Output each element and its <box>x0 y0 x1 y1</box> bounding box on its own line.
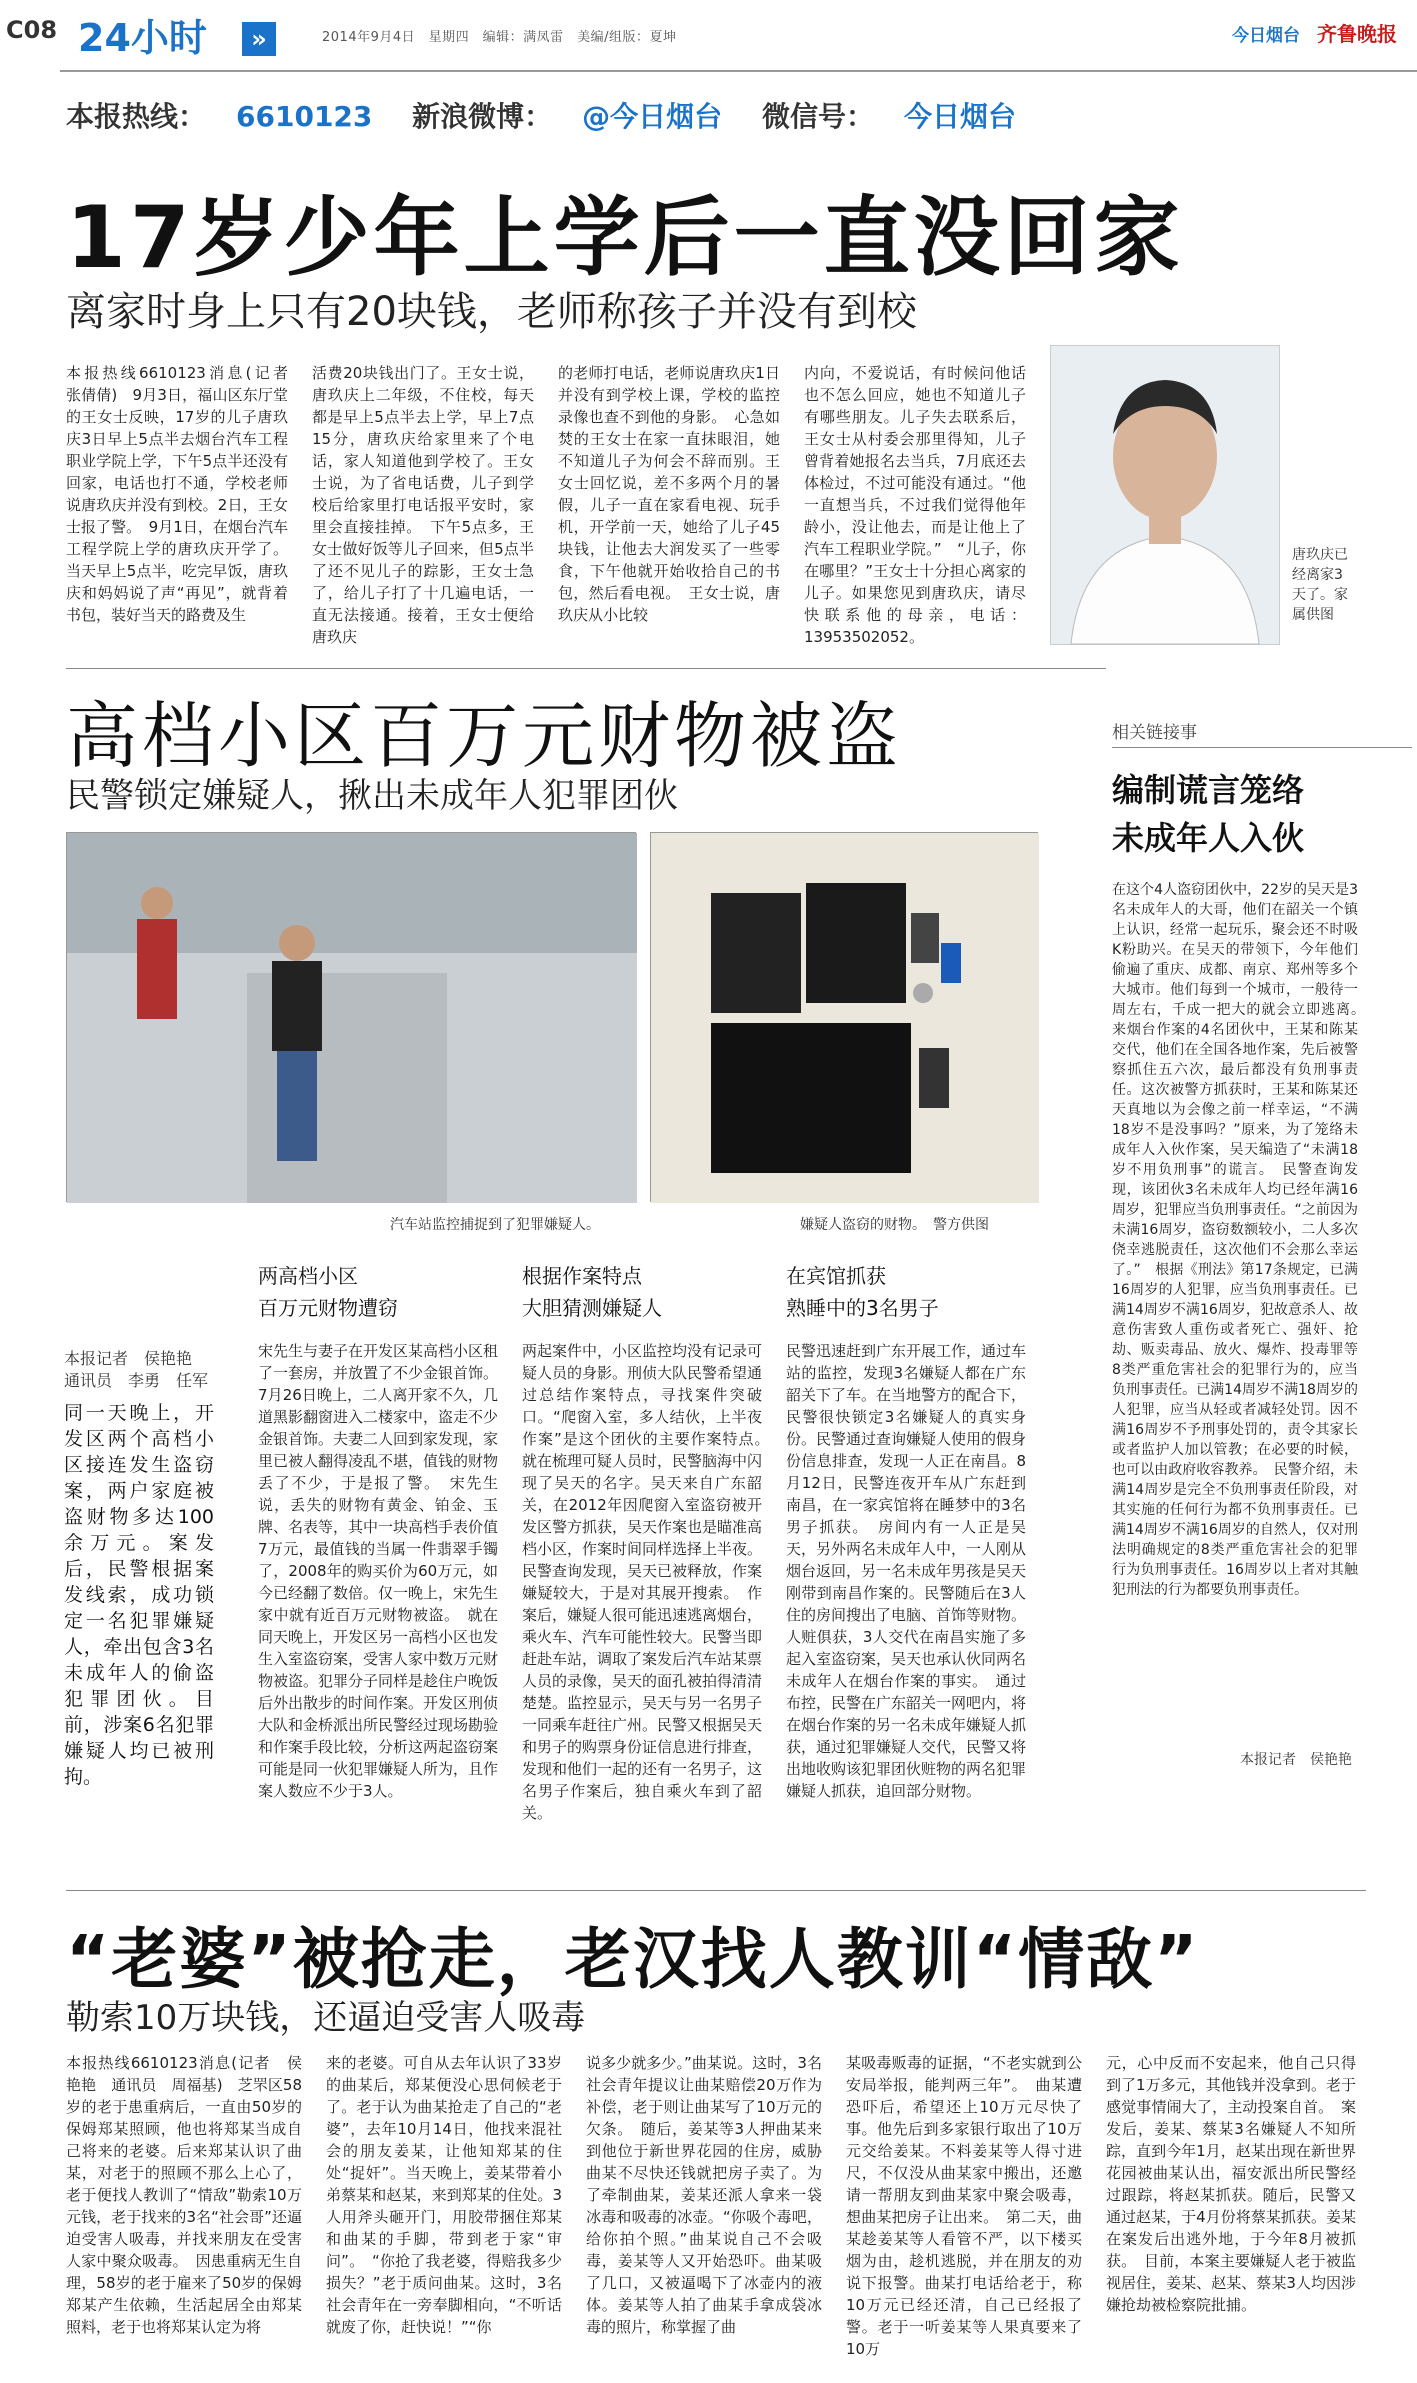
hotline-label: 本报热线： <box>66 100 207 133</box>
story3-col5: 元，心中反而不安起来，他自己只得到了1万多元，其他钱并没拿到。老于感觉事情闹大了，主动投案自首。 案发后，姜某、蔡某3名嫌疑人不知所踪，直到今年1月，赵某出现在新世界花园被曲某认出，福安派出所民警经过跟踪，将赵某抓获。随后，民警又通过赵某，于4月份将蔡某抓获。姜某在案发后出逃外地，于今年8月被抓获。 目前，本案主要嫌疑人老于被监视居住，姜某、赵某、蔡某3人均因涉嫌抢劫被检察院批捕。 <box>1106 2054 1356 2314</box>
section3-head-line1: 在宾馆抓获 <box>786 1264 886 1288</box>
story2-byline: 本报记者 侯艳艳 通讯员 李勇 任军 <box>64 1349 209 1390</box>
goods-caption: 嫌疑人盗窃的财物。 警方供图 <box>800 1217 989 1233</box>
section3-text: 民警迅速赶到广东开展工作，通过车站的监控，发现3名嫌疑人都在广东韶关下了车。在当地警方的配合下，民警很快锁定3名嫌疑人的真实身份。民警通过查询嫌疑人使用的假身份信息排查，发现一人正在南昌。8月12日，民警连夜开车从广东赶到南昌，在一家宾馆将在睡梦中的3名男子抓获。 房间内有一人正是吴天，另外两名未成年人中，一人刚从烟台返回，另一名未成年男孩是吴天刚带到南昌作案的。民警随后在3人住的房间搜出了电脑、首饰等财物。人赃俱获，3人交代在南昌实施了多起入室盗窃案，吴天也承认伙同两名未成年人在烟台作案的事实。 通过布控，民警在广东韶关一网吧内，将在烟台作案的另一名未成年嫌疑人抓获，通过犯罪嫌疑人交代，民警又将出地收购该犯罪团伙赃物的两名犯罪嫌疑人抓获，追回部分财物。 <box>786 1342 1027 1800</box>
story2-title: 高档小区百万元财物被盗 <box>66 694 903 778</box>
story2-subtitle: 民警锁定嫌疑人，揪出未成年人犯罪团伙 <box>66 776 678 816</box>
story1-col3: 的老师打电话，老师说唐玖庆1日并没有到学校上课，学校的监控录像也查不到他的身影。 心急如焚的王女士在家一直抹眼泪，她不知道儿子为何会不辞而别。王女士回忆说，差不多两个月的暑假，儿子一直在家看电视、玩手机，开学前一天，她给了儿子45块钱，让他去大润发买了一些零食，下午他就开始收拾自己的书包，然后看电视。 王女士说，唐玖庆从小比较 <box>558 364 780 624</box>
weibo-value: @今日烟台 <box>582 100 723 133</box>
contact-line <box>66 95 1046 135</box>
sidebar-head-line1: 编制谎言笼络 <box>1112 771 1305 809</box>
story3-title: “老婆”被抢走，老汉找人教训“情敌” <box>66 1921 1200 1998</box>
section1-text: 宋先生与妻子在开发区某高档小区租了一套房，并放置了不少金银首饰。7月26日晚上，二人离开家不久，几道黑影翻窗进入二楼家中，盗走不少金银首饰。夫妻二人回到家发现，家里已被人翻得凌乱不堪，值钱的财物丢了不少，于是报了警。 宋先生说，丢失的财物有黄金、铂金、玉牌、名表等，其中一块高档手表价值7万元，最值钱的当属一件翡翠手镯了，2008年的购买价为60万元，如今已经翻了数倍。仅一晚上，宋先生家中就有近百万元财物被盗。 就在同天晚上，开发区另一高档小区也发生入室盗窃案，受害人家中数万元财物被盗。犯罪分子同样是趁住户晚饭后外出散步的时间作案。开发区刑侦大队和金桥派出所民警经过现场勘验和作案手段比较，分析这两起盗窃案可能是同一伙犯罪嫌疑人所为，且作案人数应不少于3人。 <box>258 1342 499 1800</box>
stolen-goods-image <box>650 832 1038 1202</box>
brand-sub: 今日烟台 <box>1232 26 1301 46</box>
surveillance-photo-icon <box>67 833 637 1203</box>
related-link-tag: 相关链接事 <box>1112 718 1412 748</box>
section2-text: 两起案件中，小区监控均没有记录可疑人员的身影。刑侦大队民警希望通过总结作案特点，寻找案件突破口。“爬窗入室，多人结伙，上半夜作案”是这个团伙的主要作案特点。 就在梳理可疑人员时，民警脑海中闪现了吴天的名字。吴天来自广东韶关，在2012年因爬窗入室盗窃被开发区警方抓获，吴天作案也是瞄准高档小区，作案时间同样选择上半夜。民警查询发现，吴天已被释放，作案嫌疑较大，于是对其展开搜索。 作案后，嫌疑人很可能迅速逃离烟台，乘火车、汽车可能性较大。民警当即赶赴车站，调取了案发后汽车站某票人员的录像，吴天的面孔被拍得清清楚楚。监控显示，吴天与另一名男子一同乘车赶往广州。民警又根据吴天和男子的购票身份证信息进行排查，发现和他们一起的还有一名男子，这名男子作案后，独自乘火车到了韶关。 <box>522 1342 778 1822</box>
section1-head-line2: 百万元财物遭窃 <box>258 1296 398 1320</box>
story1-col4: 内向，不爱说话，有时候问他话也不怎么回应，她也不知道儿子有哪些朋友。儿子失去联系后，王女士从村委会那里得知，儿子曾背着她报名去当兵，7月底还去体检过，不过可能没有通过。“他一直想当兵，不过我们觉得他年龄小，没让他去，而是让他上了汽车工程职业学院。” “儿子，你在哪里？”王女士十分担心离家的儿子。如果您见到唐玖庆，请尽快联系他的母亲，电话：13953502052。 <box>804 364 1026 646</box>
sidebar-text: 在这个4人盗窃团伙中，22岁的吴天是3名未成年人的大哥，他们在韶关一个镇上认识，经常一起玩乐，聚会还不时吸K粉助兴。在吴天的带领下，今年他们偷遍了重庆、成都、南京、郑州等多个大城市。他们每到一个城市，一般待一周左右，千成一把大的就会立即逃离。 来烟台作案的4名团伙中，王某和陈某交代，他们在全国各地作案，先后被警察抓住五六次，最后都没有负刑事责任。这次被警方抓获时，王某和陈某还天真地以为会像之前一样幸运，“不满18岁不是没事吗？”原来，为了笼络未成年人入伙作案，吴天编造了“未满18岁不用负刑事”的谎言。 民警查询发现，该团伙3名未成年人均已经年满16周岁，犯罪应当负刑事责任。“之前因为未满16周岁，盗窃数额较小，二人多次侥幸逃脱责任，这次他们不会那么幸运了。” 根据《刑法》第17条规定，已满16周岁的人犯罪，应当负刑事责任。已满14周岁不满16周岁，犯故意杀人、故意伤害致人重伤或者死亡、强奸、抢劫、贩卖毒品、放火、爆炸、投毒罪等8类严重危害社会的犯罪行为的，应当负刑事责任。已满14周岁不满18周岁的人犯罪，应当从轻或者减轻处罚。因不满16周岁不予刑事处罚的，责令其家长或者监护人加以管教；在必要的时候，也可以由政府收容教养。 民警介绍，未满14周岁是完全不负刑事责任阶段，对其实施的任何行为都不负刑事责任。已满14周岁不满16周岁的自然人，仅对刑法明确规定的8类严重危害社会的犯罪行为负刑事责任。16周岁以上者对其触犯刑法的行为都要负刑事责任。 <box>1112 882 1372 1598</box>
section1-head <box>258 1260 498 1324</box>
sidebar-sign: 本报记者 侯艳艳 <box>1240 1752 1352 1768</box>
divider <box>66 668 1106 669</box>
cctv-image <box>66 832 636 1202</box>
cctv-caption: 汽车站监控捕捉到了犯罪嫌疑人。 <box>390 1217 600 1233</box>
story1-col1: 本报热线6610123消息(记者 张倩倩) 9月3日，福山区东厅堂的王女士反映，17岁的儿子唐玖庆3日早上5点半去烟台汽车工程职业学院上学，下午5点半还没有回家，电话也打不通，学校老师说唐玖庆并没有到校。2日，王女士报了警。 9月1日，在烟台汽车工程学院上学的唐玖庆开学了。当天早上5点半，吃完早饭，唐玖庆和妈妈说了声“再见”，就背着书包，装好当天的路费及生 <box>66 364 304 624</box>
section-title <box>70 10 290 66</box>
story3-col4: 某吸毒贩毒的证据，“不老实就到公安局举报，能判两三年”。 曲某遭恐吓后，希望还上10万元尽快了事。他先后到多家银行取出了10万元交给姜某。不料姜某等人得寸进尺，不仅没从曲某家中搬出，还邀请一帮朋友到曲某家中聚会吸毒，想曲某把房子让出来。 第二天，曲某趁姜某等人看管不严，以下楼买烟为由，趁机逃脱，并在朋友的劝说下报警。曲某打电话给老于，称10万元已经还清，自己已经报了警。老于一听姜某等人果真要来了10万 <box>846 2054 1082 2358</box>
page-header <box>0 0 1417 76</box>
section3-head <box>786 1260 1026 1324</box>
dateline: 2014年9月4日 星期四 编辑：满凤雷 美编/组版：夏坤 <box>322 30 677 45</box>
wechat-value: 今日烟台 <box>903 100 1016 133</box>
person-portrait-icon <box>1051 346 1279 644</box>
sidebar-headline <box>1112 766 1304 862</box>
portrait-photo <box>1050 345 1280 645</box>
wechat-label: 微信号： <box>761 100 874 133</box>
story1-col2: 活费20块钱出门了。王女士说，唐玖庆上二年级，不住校，每天都是早上5点半去上学，早上7点15分，唐玖庆给家里来了个电话，家人知道他到学校了。王女士说，为了省电话费，儿子到学校后给家里打电话报平安时，家里会直接挂掉。 下午5点多，王女士做好饭等儿子回来，但5点半了还不见儿子的踪影，王女士急了，给儿子打了十几遍电话，一直无法接通。接着，王女士便给唐玖庆 <box>312 364 534 646</box>
header-divider <box>60 70 1417 72</box>
section2-head <box>522 1260 762 1324</box>
page-number: C08 <box>6 16 58 44</box>
brand-logo: 齐鲁晚报 <box>1317 22 1397 46</box>
section1-head-line1: 两高档小区 <box>258 1264 358 1288</box>
chevron-right-icon: » <box>242 22 276 56</box>
brand <box>1232 18 1397 47</box>
story3-col2: 来的老婆。可自从去年认识了33岁的曲某后，郑某便没心思伺候老于了。老于认为曲某抢走了自己的“老婆”，去年10月14日，他找来混社会的朋友姜某，让他知郑某的住处“捉奸”。当天晚上，姜某带着小弟蔡某和赵某，来到郑某的住处。3人用斧头砸开门，用胶带捆住郑某和曲某的手脚，带到老于家“审问”。 “你抢了我老婆，得赔我多少损失？”老于质问曲某。这时，3名社会青年在一旁奉脚相向，“不听话就废了你，赶快说！”“你 <box>326 2054 562 2336</box>
section2-head-line1: 根据作案特点 <box>522 1264 642 1288</box>
story1-title: 17岁少年上学后一直没回家 <box>66 188 1184 288</box>
stolen-goods-photo-icon <box>651 833 1039 1203</box>
divider <box>66 1890 1366 1891</box>
section-label: 24小时 <box>78 16 207 60</box>
story2-lede: 同一天晚上，开发区两个高档小区接连发生盗窃案，两户家庭被盗财物多达100余万元。案发后，民警根据案发线索，成功锁定一名犯罪嫌疑人，牵出包含3名未成年人的偷盗犯罪团伙。目前，涉案6名犯罪嫌疑人均已被刑拘。 <box>64 1402 214 1788</box>
hotline-value: 6610123 <box>236 100 373 133</box>
portrait-caption: 唐玖庆已经离家3天了。家属供图 <box>1292 547 1348 623</box>
story3-col3: 说多少就多少。”曲某说。这时，3名社会青年提议让曲某赔偿20万作为补偿，老于则让曲某写了10万元的欠条。 随后，姜某等3人押曲某来到他位于新世界花园的住房，威胁曲某不尽快还钱就把房子卖了。为了牵制曲某，姜某还派人拿来一袋冰毒和吸毒的冰壶。“你吸个毒吧，给你拍个照。”曲某说自己不会吸毒，姜某等人又开始恐吓。曲某吸了几口，又被逼喝下了冰壶内的液体。姜某等人拍了曲某手拿成袋冰毒的照片，称掌握了曲 <box>586 2054 822 2336</box>
weibo-label: 新浪微博： <box>412 100 553 133</box>
story3-col1: 本报热线6610123消息(记者 侯艳艳 通讯员 周福基) 芝罘区58岁的老于患重病后，一直由50岁的保姆郑某照顾，他也将郑某当成自己将来的老婆。后来郑某认识了曲某，对老于的照顾不那么上心了，老于便找人教训了“情敌”勒索10万元钱，老于找来的3名“社会哥”还逼迫受害人吸毒，并找来朋友在受害人家中聚众吸毒。 因患重病无生自理，58岁的老于雇来了50岁的保姆郑某产生依赖，生活起居全由郑某照料，老于也将郑某认定为将 <box>66 2054 302 2336</box>
section3-head-line2: 熟睡中的3名男子 <box>786 1296 939 1320</box>
section2-head-line2: 大胆猜测嫌疑人 <box>522 1296 662 1320</box>
story1-subtitle: 离家时身上只有20块钱，老师称孩子并没有到校 <box>66 289 917 335</box>
sidebar-head-line2: 未成年人入伙 <box>1112 819 1305 857</box>
story3-subtitle: 勒索10万块钱，还逼迫受害人吸毒 <box>66 1998 586 2038</box>
